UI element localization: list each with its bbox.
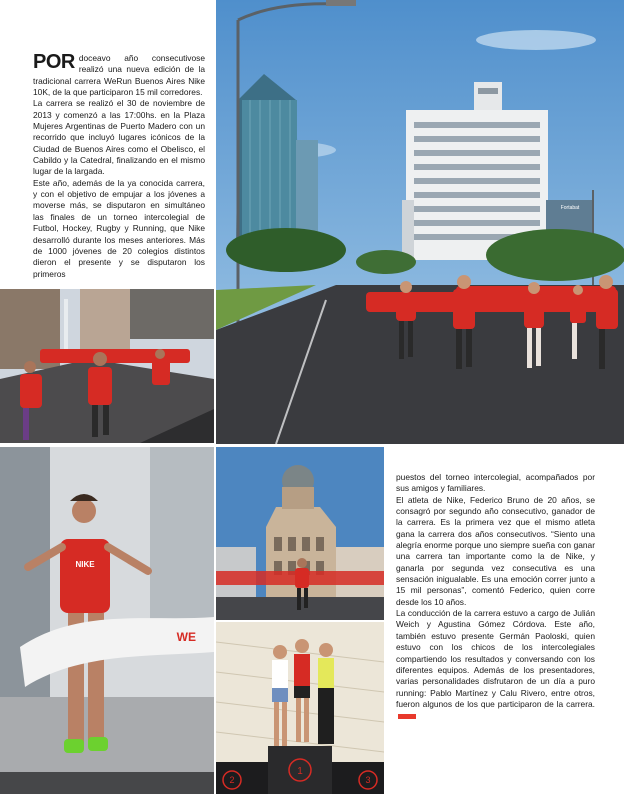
winner-shirt [60,539,110,613]
article-paragraph: puestos del torneo intercolegial, acompañados por sus amigos y familiares. [396,472,595,494]
article-paragraph: El atleta de Nike, Federico Bruno de 20 años, se consagró por segundo año consecutivo, ganador de la carrera. Es la primera vez que el mismo atleta gana la carrera dos años consecutivos. “Siento una alegría enorme porque uno siempre sueña con ganar una carrera tan importante como la de Nike, y ganarla por segunda vez consecutiva es una sensación inigualable. Es una emoción correr junto a 15 mil personas”, comentó Federico, quien corre desde los 10 años. [396,494,595,607]
photo-street-runners [0,289,214,443]
podium-label: 1 [297,766,303,777]
banner-text: WE [176,630,196,644]
article-paragraph [396,608,595,721]
photo-winner-finish [0,447,214,794]
article-column-2 [396,472,595,722]
podium-athlete [318,643,334,744]
neon-shoe [88,737,108,751]
building-sign: Fortabat [560,205,580,211]
winner-finish-illustration [0,447,214,794]
article-column-1 [33,53,205,280]
article-paragraph: La carrera se realizó el 30 de noviembre de 2013 y comenzó a las 17:00hs. en la Plaza Mujeres Argentinas de Puerto Madero con un recorrido que incluyó lugares icónicos de la Ciudad de Buenos Aires como el Obelisco, el Cabildo y la Catedral, finalizando en el mismo lugar de la largada. [33,98,205,177]
winner-head [72,499,96,523]
paragraph-text: La conducción de la carrera estuvo a cargo de Julián Weich y Agustina Gómez Córdova. Este año, también estuvo presente Germán Paoloski, quien estuvo con los chicos de los intercolegiales compartiendo los resultados y conversando con los diferentes equipos. Además de los presentadores, varias personalidades disfrutaron de un día a puro running: Pablo Martínez y Calu Rivero, entre otros, fueron algunos de los que participaron de la carrera. [396,608,595,709]
photo-cabildo-building [216,447,384,620]
city-race-illustration [216,0,624,444]
photo-city-race [216,0,624,444]
paragraph-text: doceavo año consecutivose realizó una nueva edición de la tradicional carrera WeRun Buenos Aires Nike 10K, de la que participaron 15 mil corredores. [33,53,205,98]
podium-label: 3 [365,775,371,785]
neon-shoe [64,739,84,753]
street-runners-illustration [0,289,214,443]
photo-podium [216,622,384,794]
article-paragraph [33,53,205,98]
cabildo-illustration [216,447,384,620]
podium-illustration [216,622,384,794]
podium-label: 2 [229,775,235,785]
article-paragraph: Este año, además de la ya conocida carrera, y con el objetivo de empujar a los jóvenes a moverse más, se disputaron en simultáneo las finales de un torneo intercolegial de Futbol, Hockey, Rugby y Running, que Nike desarrolló durante los meses anteriores. Más de 1000 jóvenes de 20 colegios distintos dieron el presente y se disputaron los primeros [33,177,205,279]
lead-word: POR [33,51,75,73]
end-mark [398,714,416,719]
shirt-print: NIKE [75,560,95,569]
